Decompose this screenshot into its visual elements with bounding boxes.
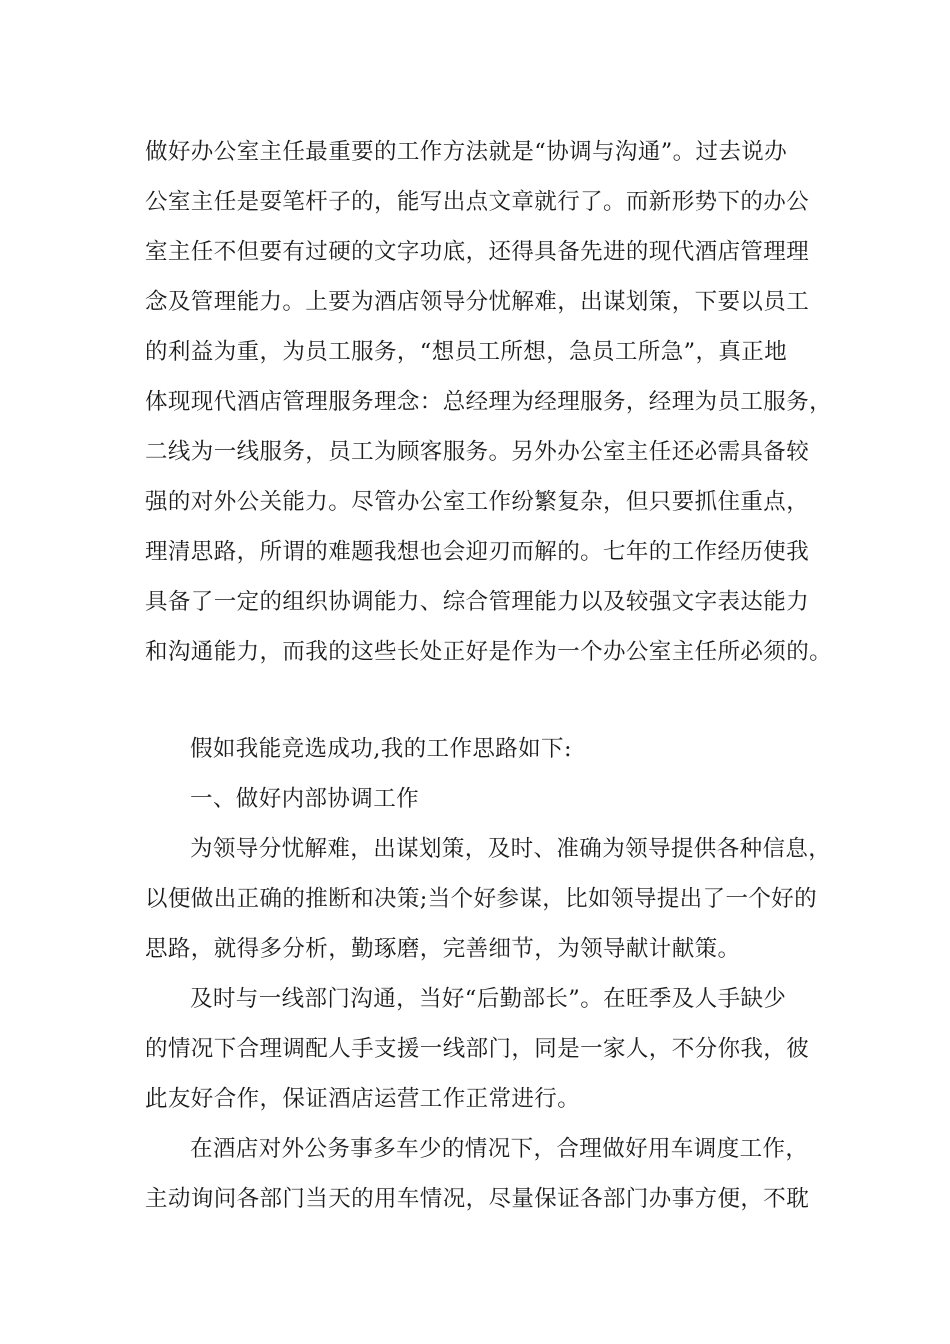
text-line: 思路，就得多分析，勤琢磨，完善细节，为领导献计献策。	[145, 936, 741, 962]
section-intro: 假如我能竞选成功,我的工作思路如下:	[190, 736, 572, 762]
text-line: 公室主任是耍笔杆子的，能写出点文章就行了。而新形势下的办公	[145, 189, 810, 215]
text-line: 的情况下合理调配人手支援一线部门，同是一家人，不分你我，彼	[145, 1036, 810, 1062]
text-line: 做好办公室主任最重要的工作方法就是“协调与沟通”。过去说办	[145, 139, 788, 165]
text-line: 的利益为重，为员工服务，“想员工所想，急员工所急”，真正地	[145, 339, 788, 365]
text-line: 为领导分忧解难，出谋划策，及时、准确为领导提供各种信息，	[190, 836, 832, 862]
section-heading: 一、做好内部协调工作	[190, 786, 420, 812]
text-line: 和沟通能力，而我的这些长处正好是作为一个办公室主任所必须的。	[145, 639, 833, 665]
text-line: 在酒店对外公务事多车少的情况下，合理做好用车调度工作，	[190, 1136, 809, 1162]
text-line: 理清思路，所谓的难题我想也会迎刃而解的。七年的工作经历使我	[145, 539, 810, 565]
text-line: 此友好合作，保证酒店运营工作正常进行。	[145, 1086, 581, 1112]
text-line: 以便做出正确的推断和决策;当个好参谋，比如领导提出了一个好的	[145, 886, 818, 912]
text-line: 室主任不但要有过硬的文字功底，还得具备先进的现代酒店管理理	[145, 239, 810, 265]
text-line: 念及管理能力。上要为酒店领导分忧解难，出谋划策，下要以员工	[145, 289, 810, 315]
paragraph-block-2	[145, 724, 832, 1224]
text-line: 及时与一线部门沟通，当好“后勤部长”。在旺季及人手缺少	[190, 986, 787, 1012]
text-line: 具备了一定的组织协调能力、综合管理能力以及较强文字表达能力	[145, 589, 810, 615]
text-line: 体现现代酒店管理服务理念：总经理为经理服务，经理为员工服务，	[145, 389, 833, 415]
text-line: 二线为一线服务，员工为顾客服务。另外办公室主任还必需具备较	[145, 439, 810, 465]
text-line: 主动询问各部门当天的用车情况，尽量保证各部门办事方便，不耽	[145, 1186, 810, 1212]
paragraph-block-1	[145, 127, 833, 677]
text-line: 强的对外公关能力。尽管办公室工作纷繁复杂，但只要抓住重点，	[145, 489, 810, 515]
